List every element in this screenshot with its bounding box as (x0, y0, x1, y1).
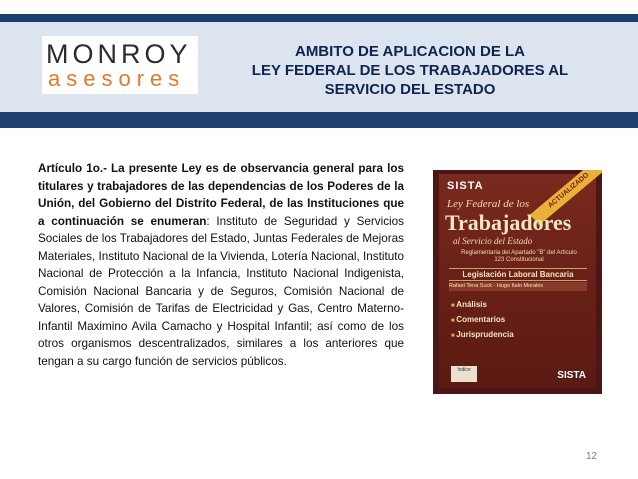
slide-title (225, 42, 595, 99)
article-bold-text: Artículo 1o.- La presente Ley es de observancia general para los titulares y trabajadores de las dependencias de los Poderes de la Unión, del Gobierno del Distrito Federal, de las Instituciones que a continuación se enumeran (38, 162, 404, 228)
book-title-big: Trabajadores (445, 210, 572, 235)
book-items (451, 298, 514, 343)
logo-top-text: MONROY (46, 39, 192, 69)
title-line-2: LEY FEDERAL DE LOS TRABAJADORES AL (251, 62, 569, 79)
logo-bottom-text: asesores (48, 66, 186, 91)
book-title-small: Ley Federal de los (447, 198, 530, 210)
book-publisher-top: SISTA (447, 180, 484, 192)
header-top-bar (0, 14, 638, 22)
book-index-badge: índice (451, 366, 477, 382)
book-item: ■ Comentarios (451, 313, 514, 328)
title-line-1: AMBITO DE APLICACION DE LA (294, 43, 525, 60)
article-text (38, 160, 404, 370)
book-regulation: Reglamentaria del Apartado "B" del Artículo 123 Constitucional (461, 250, 577, 263)
book-publisher-bottom: SISTA (557, 370, 586, 381)
header-bottom-bar (0, 112, 638, 128)
page-number: 12 (586, 451, 598, 462)
book-ribbon: ACTUALIZADO (530, 170, 602, 225)
title-line-3: SERVICIO DEL ESTADO (324, 81, 496, 98)
book-authors: Rafael Tena Suck · Hugo Italo Morales (449, 282, 587, 291)
book-cover-image (433, 170, 602, 394)
article-regular-text: : Instituto de Seguridad y Servicios Sociales de los Trabajadores del Estado, Juntas Federales de Mejoras Materiales, Instituto Nacional de la Vivienda, Lotería Nacional, Instituto Nacional de Protección a la Infancia, Instituto Nacional Indigenista, Comisión Nacional Bancaria y de Seguros, Comisión Nacional de Valores, Comisión de Tarifas de Electricidad y Gas, Centro Materno-Infantil Maximino Avila Camacho y Hospital Infantil; así como de los otros organismos descentralizados, similares a los anteriores que tengan a su cargo función de servicios públicos. (38, 214, 404, 368)
book-cover-inner (439, 171, 596, 388)
book-item: ■ Análisis (451, 298, 514, 313)
monroy-logo (42, 36, 198, 94)
book-legislation: Legislación Laboral Bancaria (449, 268, 587, 281)
book-item: ■ Jurisprudencia (451, 328, 514, 343)
book-title-sub: al Servicio del Estado (453, 236, 533, 246)
